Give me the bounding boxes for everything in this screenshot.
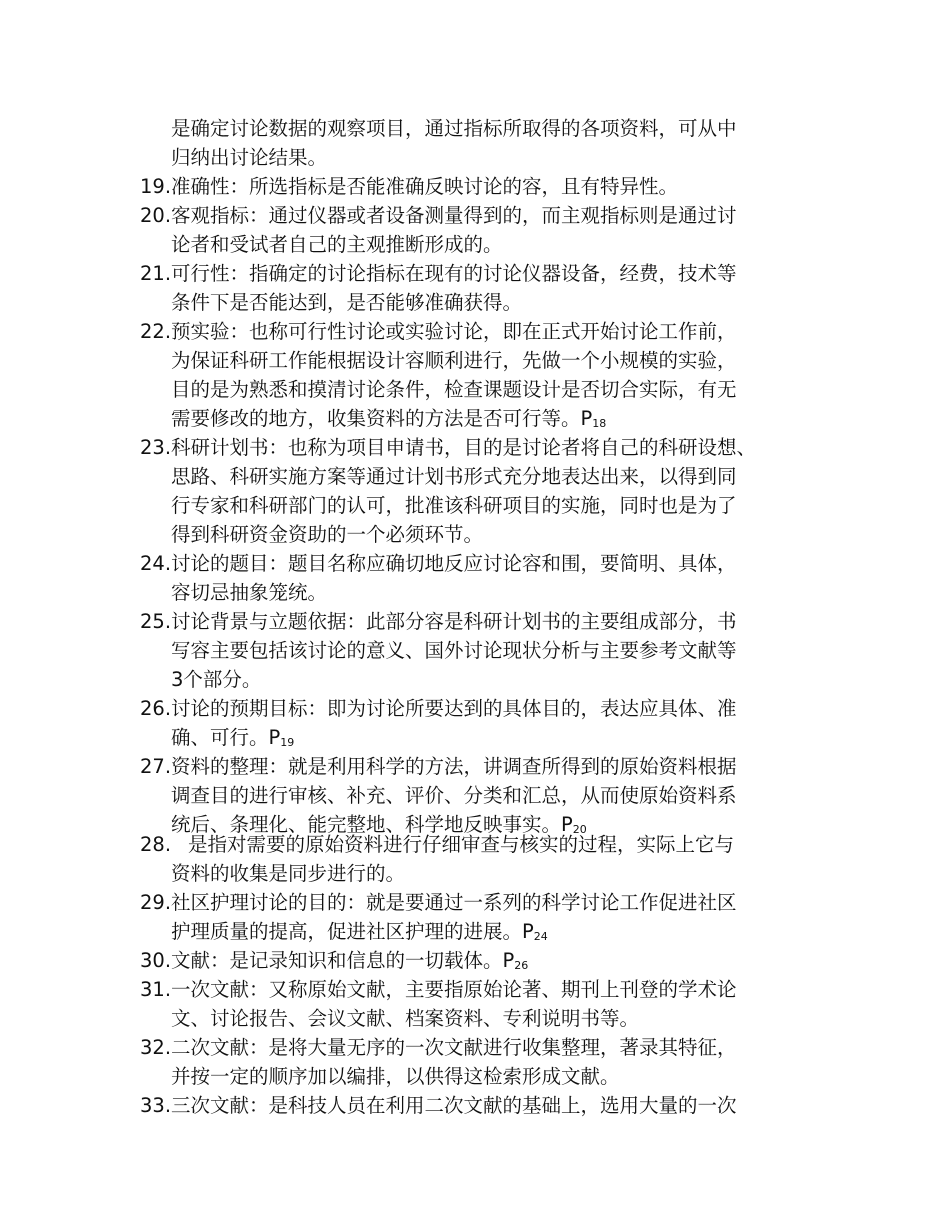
- entry-line: 目的是为熟悉和摸清讨论条件，检查课题设计是否切合实际，有无: [171, 378, 737, 401]
- entry-number: 28.: [140, 833, 172, 856]
- entry-line: 讨论的题目：题目名称应确切地反应讨论容和围，要简明、具体，: [171, 552, 737, 575]
- entry-number: 23.: [140, 436, 172, 459]
- entry-number: 20.: [140, 204, 172, 227]
- entry-29: [140, 888, 830, 946]
- page-ref: 19: [280, 736, 295, 749]
- entry-number: 31.: [140, 978, 172, 1001]
- entry-25: [140, 607, 830, 694]
- entry-line: 护理质量的提高，促进社区护理的进展。P: [171, 920, 534, 943]
- entry-24: [140, 549, 830, 607]
- entry-line: 文、讨论报告、会议文献、档案资料、专利说明书等。: [171, 1007, 640, 1030]
- entry-line: 资料的整理：就是利用科学的方法，讲调查所得到的原始资料根据: [171, 755, 737, 778]
- entry-number: 24.: [140, 552, 172, 575]
- entry-19: [140, 172, 830, 201]
- entry-20: [140, 201, 830, 259]
- entry-line: 科研计划书：也称为项目申请书，目的是讨论者将自己的科研设想、: [171, 436, 757, 459]
- entry-line: 准确性：所选指标是否能准确反映讨论的容，且有特异性。: [171, 175, 679, 198]
- entry-line: 预实验：也称可行性讨论或实验讨论，即在正式开始讨论工作前，: [171, 320, 737, 343]
- entry-line: 一次文献：又称原始文献，主要指原始论著、期刊上刊登的学术论: [171, 978, 737, 1001]
- entry-line: 3个部分。: [171, 668, 262, 691]
- entry-line: 思路、科研实施方案等通过计划书形式充分地表达出来，以得到同: [171, 465, 737, 488]
- entry-line: 讨论背景与立题依据：此部分容是科研计划书的主要组成部分，书: [171, 610, 737, 633]
- entry-number: 26.: [140, 697, 172, 720]
- entry-line: 是确定讨论数据的观察项目，通过指标所取得的各项资料，可从中: [171, 117, 737, 140]
- entry-number: 27.: [140, 755, 172, 778]
- entry-number: 19.: [140, 175, 172, 198]
- entry-line: 客观指标：通过仪器或者设备测量得到的，而主观指标则是通过讨: [171, 204, 737, 227]
- entry-number: 32.: [140, 1036, 172, 1059]
- entry-line: 归纳出讨论结果。: [171, 146, 328, 169]
- entry-line: 论者和受试者自己的主观推断形成的。: [171, 233, 503, 256]
- entry-number: 21.: [140, 262, 172, 285]
- entry-number: 25.: [140, 610, 172, 633]
- entry-line: 条件下是否能达到，是否能够准确获得。: [171, 291, 523, 314]
- entry-28: [140, 830, 830, 888]
- entry-23: [140, 433, 830, 549]
- entry-line: 二次文献：是将大量无序的一次文献进行收集整理，著录其特征，: [171, 1036, 737, 1059]
- entry-line: 确、可行。P: [171, 726, 281, 749]
- entry-line: 写容主要包括该讨论的意义、国外讨论现状分析与主要参考文献等: [171, 639, 737, 662]
- entry-line: 是指对需要的原始资料进行仔细审查与核实的过程，实际上它与: [188, 833, 735, 856]
- page-ref: 24: [533, 930, 548, 943]
- entry-line: 文献：是记录知识和信息的一切载体。P: [171, 949, 515, 972]
- entry-number: 29.: [140, 891, 172, 914]
- entry-22: [140, 317, 830, 433]
- entry-33: [140, 1091, 830, 1120]
- entry-line: 为保证科研工作能根据设计容顺利进行，先做一个小规模的实验，: [171, 349, 737, 372]
- entry-line: 需要修改的地方，收集资料的方法是否可行等。P: [171, 407, 593, 430]
- entry-26: [140, 694, 830, 752]
- entry-line: 统后、条理化、能完整地、科学地反映事实。P: [171, 813, 573, 836]
- entry-line: 行专家和科研部门的认可，批准该科研项目的实施，同时也是为了: [171, 494, 737, 517]
- entry-27: [140, 752, 830, 839]
- entry-18-continuation: [140, 114, 830, 172]
- entry-line: 三次文献：是科技人员在利用二次文献的基础上，选用大量的一次: [171, 1094, 737, 1117]
- page-ref: 20: [572, 823, 587, 836]
- entry-line: 社区护理讨论的目的：就是要通过一系列的科学讨论工作促进社区: [171, 891, 737, 914]
- entry-line: 调查目的进行审核、补充、评价、分类和汇总，从而使原始资料系: [171, 784, 737, 807]
- entry-line: 容切忌抽象笼统。: [171, 581, 328, 604]
- entry-31: [140, 975, 830, 1033]
- entry-21: [140, 259, 830, 317]
- entry-number: 33.: [140, 1094, 172, 1117]
- entry-number: 30.: [140, 949, 172, 972]
- entry-line: 讨论的预期目标：即为讨论所要达到的具体目的，表达应具体、准: [171, 697, 737, 720]
- entry-line: 并按一定的顺序加以编排，以供得这检索形成文献。: [171, 1065, 620, 1088]
- page-ref: 18: [592, 417, 607, 430]
- entry-number: 22.: [140, 320, 172, 343]
- entry-line: 资料的收集是同步进行的。: [171, 862, 406, 885]
- entry-32: [140, 1033, 830, 1091]
- entry-line: 可行性：指确定的讨论指标在现有的讨论仪器设备，经费，技术等: [171, 262, 737, 285]
- entry-30: [140, 946, 830, 975]
- page-ref: 26: [514, 959, 529, 972]
- entry-line: 得到科研资金资助的一个必须环节。: [171, 523, 484, 546]
